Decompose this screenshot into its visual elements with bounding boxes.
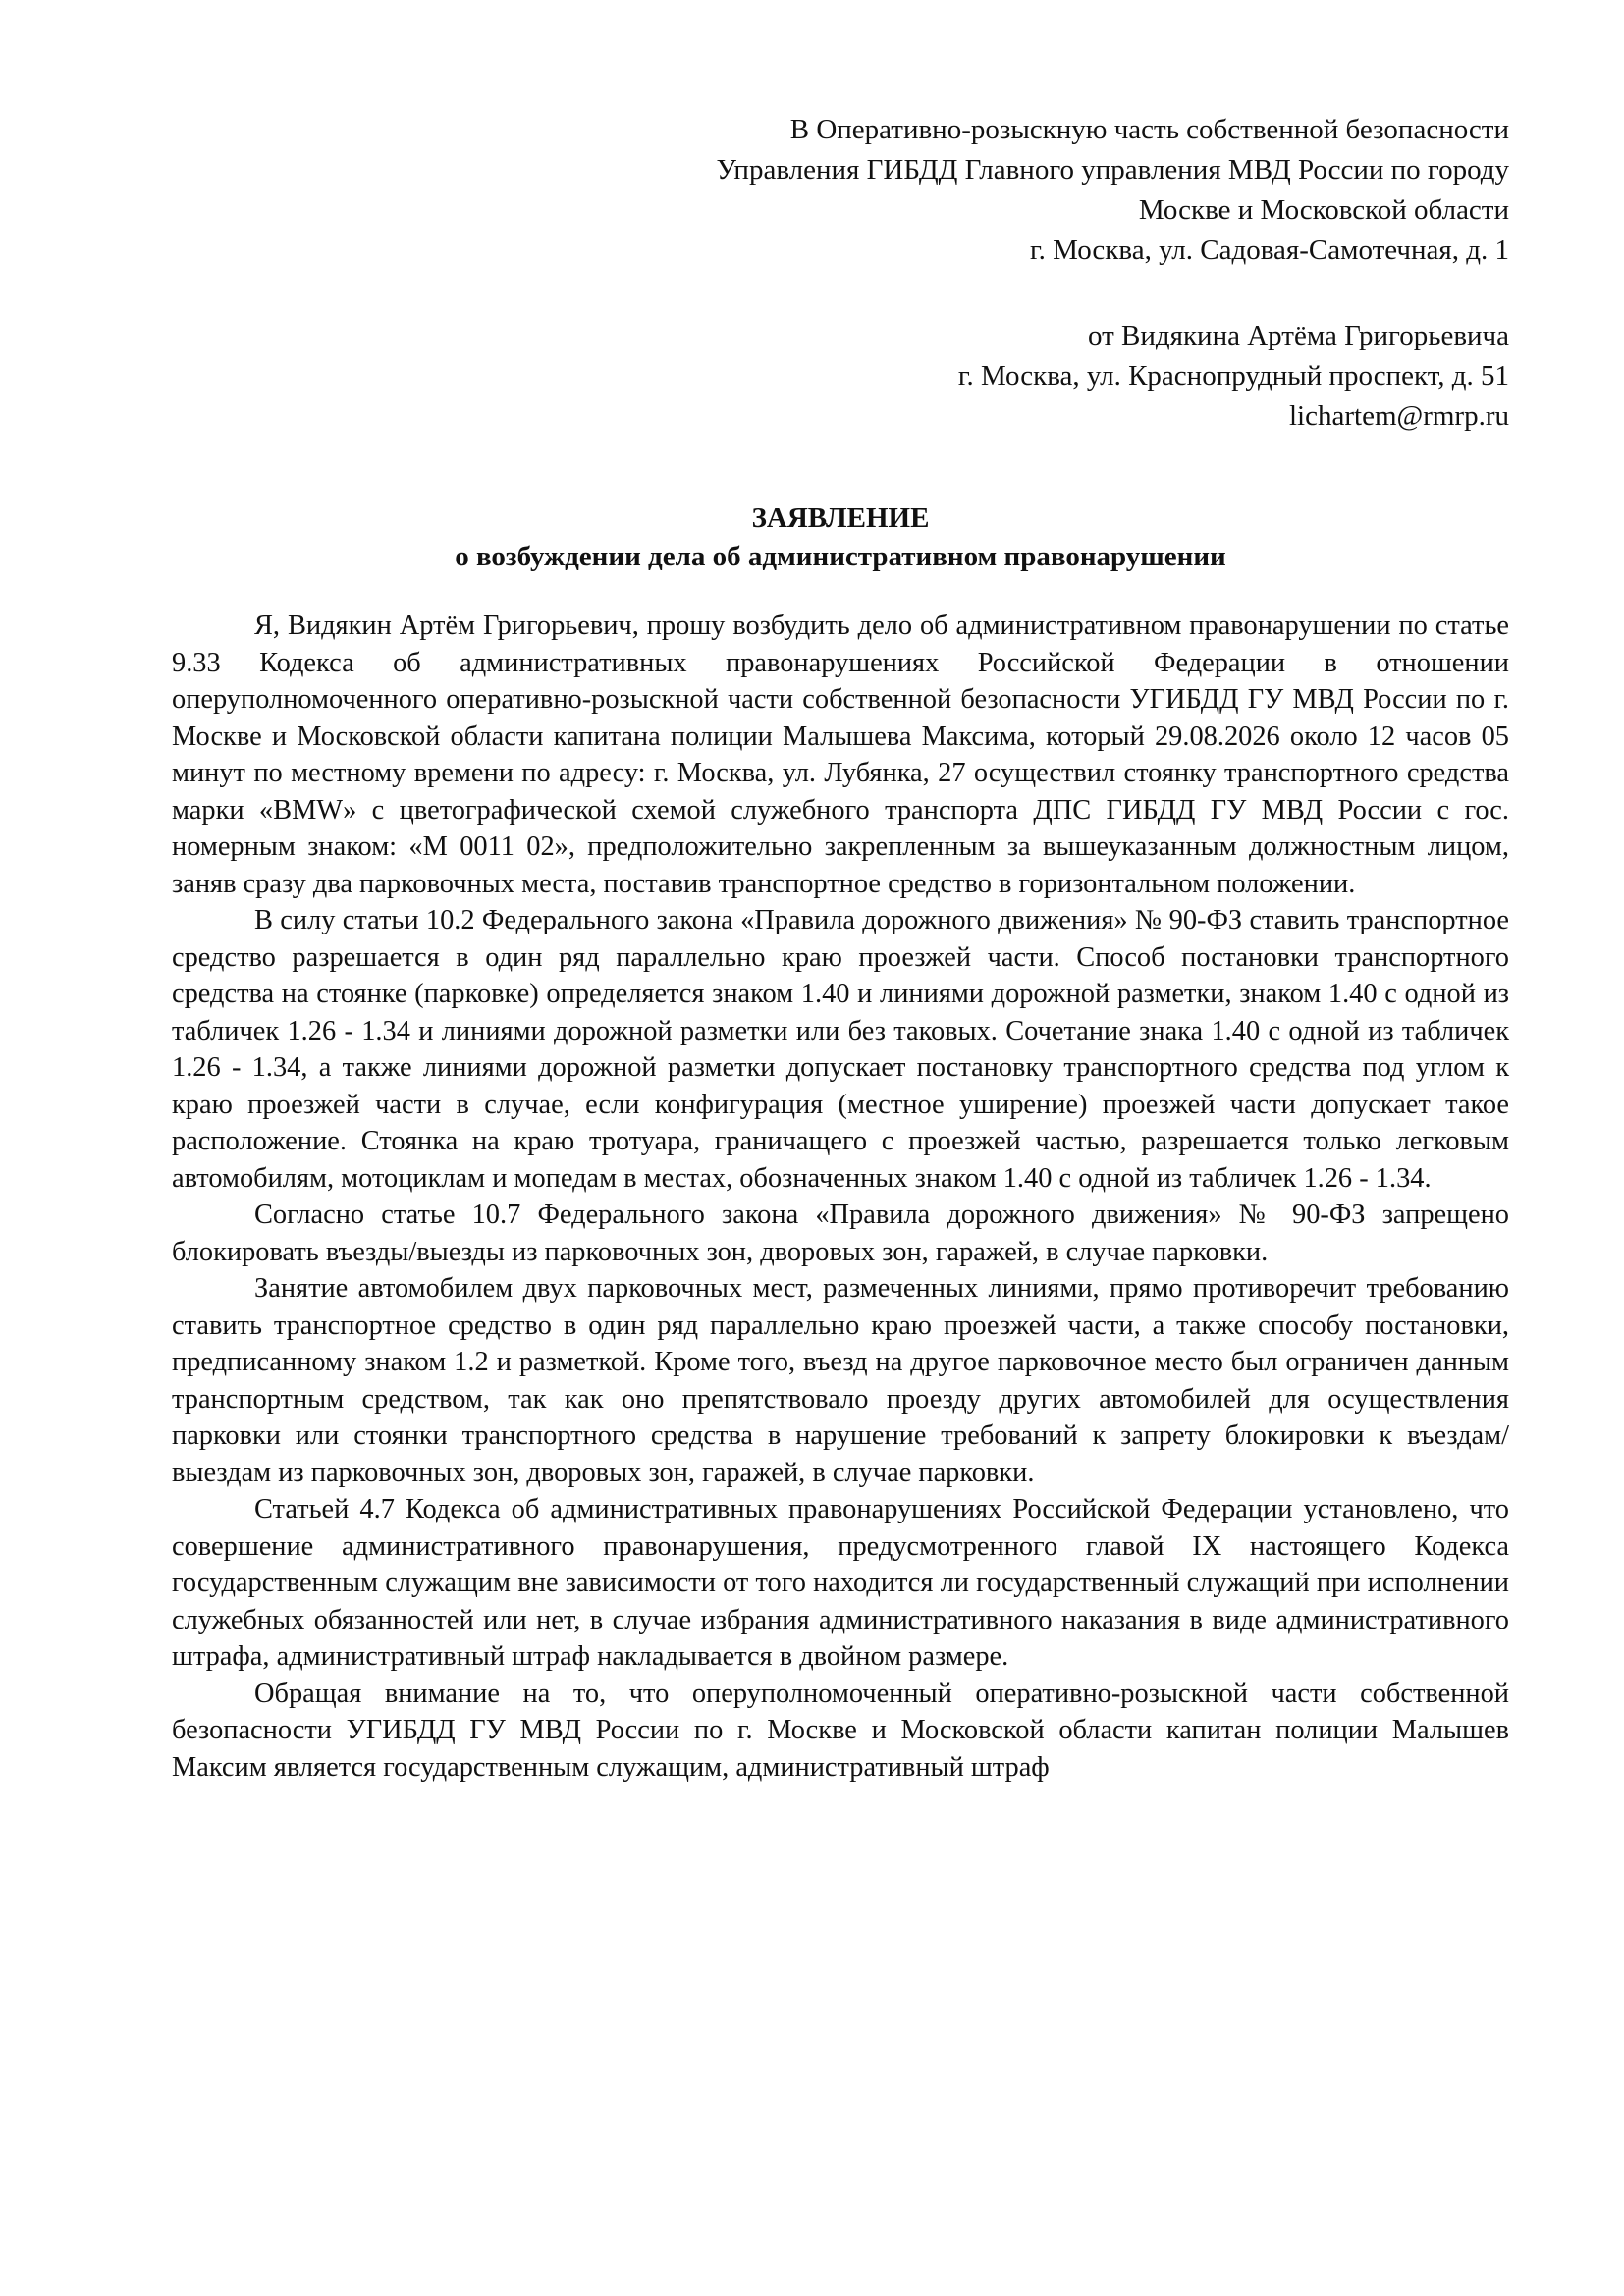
addressee-block bbox=[429, 110, 1509, 271]
sender-name: от Видякина Артёма Григорьевича bbox=[1087, 320, 1509, 351]
body-paragraph: Согласно статье 10.7 Федерального закона «Правила дорожного движения» № 90-ФЗ запрещено блокировать въезды/выезды из парковочных зон, дворовых зон, гаражей, в случае парковки. bbox=[172, 1200, 1509, 1267]
document-title: ЗАЯВЛЕНИЕ bbox=[751, 503, 930, 534]
document-subtitle: о возбуждении дела об административном правонарушении bbox=[455, 541, 1226, 572]
addressee-address: г. Москва, ул. Садовая-Самотечная, д. 1 bbox=[1030, 235, 1509, 266]
body-paragraph: В силу статьи 10.2 Федерального закона «Правила дорожного движения» № 90-ФЗ ставить транспортное средство разрешается в один ряд параллельно краю проезжей части. Способ постановки транспортного средства на стоянке (парковке) определяется знаком 1.40 и линиями дорожной разметки, знаком 1.40 с одной из табличек 1.26 - 1.34 и линиями дорожной разметки или без таковых. Сочетание знака 1.40 с одной из табличек 1.26 - 1.34, а также линиями дорожной разметки допускает постановку транспортного средства под углом к краю проезжей части в случае, если конфигурация (местное уширение) проезжей части допускает такое расположение. Стоянка на краю тротуара, граничащего с проезжей частью, разрешается только легковым автомобилям, мотоциклам и мопедам в местах, обозначенных знаком 1.40 с одной из табличек 1.26 - 1.34. bbox=[172, 905, 1509, 1194]
document-body bbox=[172, 608, 1509, 1786]
body-paragraph: Статьей 4.7 Кодекса об административных правонарушениях Российской Федерации установлено, что совершение административного правонарушения, предусмотренного главой IX настоящего Кодекса государственным служащим вне зависимости от того находится ли государственный служащий при исполнении служебных обязанностей или нет, в случае избрания административного наказания в виде административного штрафа, административный штраф накладывается в двойном размере. bbox=[172, 1494, 1509, 1672]
body-paragraph: Занятие автомобилем двух парковочных мест, размеченных линиями, прямо противоречит требованию ставить транспортное средство в один ряд параллельно краю проезжей части, а также способу постановки, предписанному знаком 1.2 и разметкой. Кроме того, въезд на другое парковочное место был ограничен данным транспортным средством, так как оно препятствовало проезду других автомобилей для осуществления парковки или стоянки транспортного средства в нарушение требований к запрету блокировки к въездам/выездам из парковочных зон, дворовых зон, гаражей, в случае парковки. bbox=[172, 1273, 1509, 1488]
addressee-line: Москве и Московской области bbox=[1138, 194, 1509, 226]
body-paragraph: Я, Видякин Артём Григорьевич, прошу возбудить дело об административном правонарушении по статье 9.33 Кодекса об административных правонарушениях Российской Федерации в отношении оперуполномоченного оперативно-розыскной части собственной безопасности УГИБДД ГУ МВД России по г. Москве и Московской области капитана полиции Малышева Максима, который 29.08.2026 около 12 часов 05 минут по местному времени по адресу: г. Москва, ул. Лубянка, 27 осуществил стоянку транспортного средства марки «BMW» с цветографической схемой служебного транспорта ДПС ГИБДД ГУ МВД России с гос. номерным знаком: «М 0011 02», предположительно закрепленным за вышеуказанным должностным лицом, заняв сразу два парковочных места, поставив транспортное средство в горизонтальном положении. bbox=[172, 611, 1509, 899]
body-paragraph: Обращая внимание на то, что оперуполномоченный оперативно-розыскной части собственной безопасности УГИБДД ГУ МВД России по г. Москве и Московской области капитан полиции Малышев Максим является государственным служащим, административный штраф bbox=[172, 1678, 1509, 1783]
addressee-line: Управления ГИБДД Главного управления МВД России по городу bbox=[716, 154, 1509, 186]
sender-address: г. Москва, ул. Краснопрудный проспект, д. 51 bbox=[957, 360, 1509, 392]
sender-block bbox=[429, 316, 1509, 437]
document-title-block bbox=[172, 500, 1509, 576]
sender-email: lichartem@rmrp.ru bbox=[1289, 400, 1509, 432]
addressee-line: В Оперативно-розыскную часть собственной безопасности bbox=[789, 114, 1509, 145]
